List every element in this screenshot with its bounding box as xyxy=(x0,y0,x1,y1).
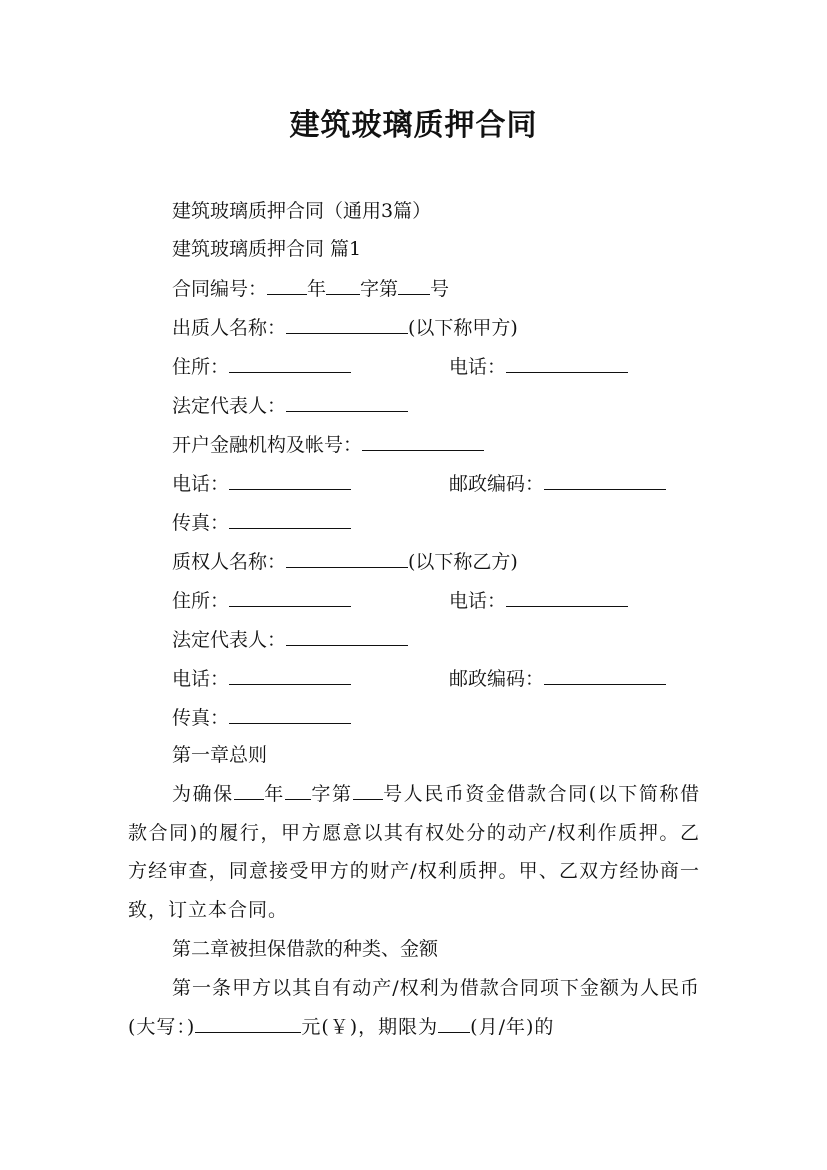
blank-line[interactable] xyxy=(326,276,360,295)
blank-line[interactable] xyxy=(229,666,351,685)
blank-line[interactable] xyxy=(285,781,311,800)
pledgee-legal-rep-line xyxy=(172,627,408,652)
zi-label: 字第 xyxy=(360,278,399,300)
postcode-label: 邮政编码： xyxy=(449,668,545,690)
para2-text-a: 第一条甲方以其自有动产/权利为借款合同项下金额为人民币(大写：) xyxy=(128,977,700,1038)
blank-line[interactable] xyxy=(544,471,666,490)
blank-line[interactable] xyxy=(398,276,430,295)
pledgor-name-line xyxy=(172,315,518,340)
pledgee-phone-line xyxy=(449,588,628,613)
paragraph-general xyxy=(128,775,700,929)
blank-line[interactable] xyxy=(438,1014,470,1033)
phone-label: 电话： xyxy=(172,473,230,495)
address-label: 住所： xyxy=(172,590,230,612)
legal-rep-label: 法定代表人： xyxy=(172,629,287,651)
fax-label: 传真： xyxy=(172,512,230,534)
blank-line[interactable] xyxy=(506,354,628,373)
pledgee-name-label: 质权人名称： xyxy=(172,551,287,573)
pledgee-fax-line xyxy=(172,705,351,730)
pledgor-fax-line xyxy=(172,510,351,535)
blank-line[interactable] xyxy=(229,510,351,529)
blank-line[interactable] xyxy=(286,549,408,568)
blank-line[interactable] xyxy=(195,1014,301,1033)
blank-line[interactable] xyxy=(362,432,484,451)
legal-rep-label: 法定代表人： xyxy=(172,395,287,417)
blank-line[interactable] xyxy=(229,588,351,607)
address-label: 住所： xyxy=(172,356,230,378)
blank-line[interactable] xyxy=(267,276,307,295)
phone-label: 电话： xyxy=(449,590,507,612)
bank-account-line xyxy=(172,432,484,457)
blank-line[interactable] xyxy=(286,393,408,412)
pledgor-legal-rep-line xyxy=(172,393,408,418)
fax-label: 传真： xyxy=(172,707,230,729)
pledgor-name-label: 出质人名称： xyxy=(172,317,287,339)
part-line: 建筑玻璃质押合同 篇1 xyxy=(172,238,362,260)
pledgor-suffix: (以下称甲方) xyxy=(408,317,518,339)
pledgee-address-line xyxy=(172,588,351,613)
pledgor-phone2-line xyxy=(172,471,351,496)
subtitle-line: 建筑玻璃质押合同（通用3篇） xyxy=(172,200,432,222)
blank-line[interactable] xyxy=(353,781,383,800)
para2-text-c: (月/年)的 xyxy=(470,1015,555,1038)
document-title: 建筑玻璃质押合同 xyxy=(289,108,538,143)
year-label: 年 xyxy=(307,278,327,300)
blank-line[interactable] xyxy=(234,781,264,800)
chapter-one-heading: 第一章总则 xyxy=(172,744,268,766)
blank-line[interactable] xyxy=(229,705,351,724)
blank-line[interactable] xyxy=(286,315,408,334)
pledgor-address-line xyxy=(172,354,351,379)
pledgor-phone-line xyxy=(449,354,628,379)
para1-text-a: 为确保 xyxy=(172,783,234,805)
para2-text-b: 元(￥)，期限为 xyxy=(301,1015,439,1038)
blank-line[interactable] xyxy=(544,666,666,685)
para1-text-c: 字第 xyxy=(310,783,353,805)
blank-line[interactable] xyxy=(229,471,351,490)
contract-number-line xyxy=(172,276,449,301)
phone-label: 电话： xyxy=(172,668,230,690)
para1-text-d: 号人民币资金借款合同(以下简称借款合同)的履行，甲方愿意以其有权处分的动产/权利作质押。乙方经审查，同意接受甲方的财产/权利质押。甲、乙双方经协商一致，订立本合同。 xyxy=(128,783,700,921)
para1-text-b: 年 xyxy=(263,783,285,805)
pledgee-phone2-line xyxy=(172,666,351,691)
blank-line[interactable] xyxy=(286,627,408,646)
bank-label: 开户金融机构及帐号： xyxy=(172,434,363,456)
blank-line[interactable] xyxy=(506,588,628,607)
pledgee-suffix: (以下称乙方) xyxy=(408,551,518,573)
chapter-two-heading: 第二章被担保借款的种类、金额 xyxy=(172,938,439,960)
pledgee-postcode-line xyxy=(449,666,666,691)
blank-line[interactable] xyxy=(229,354,351,373)
hao-label: 号 xyxy=(430,278,450,300)
pledgor-postcode-line xyxy=(449,471,666,496)
phone-label: 电话： xyxy=(449,356,507,378)
postcode-label: 邮政编码： xyxy=(449,473,545,495)
pledgee-name-line xyxy=(172,549,518,574)
contract-number-label: 合同编号： xyxy=(172,278,268,300)
paragraph-article-one xyxy=(128,969,700,1046)
